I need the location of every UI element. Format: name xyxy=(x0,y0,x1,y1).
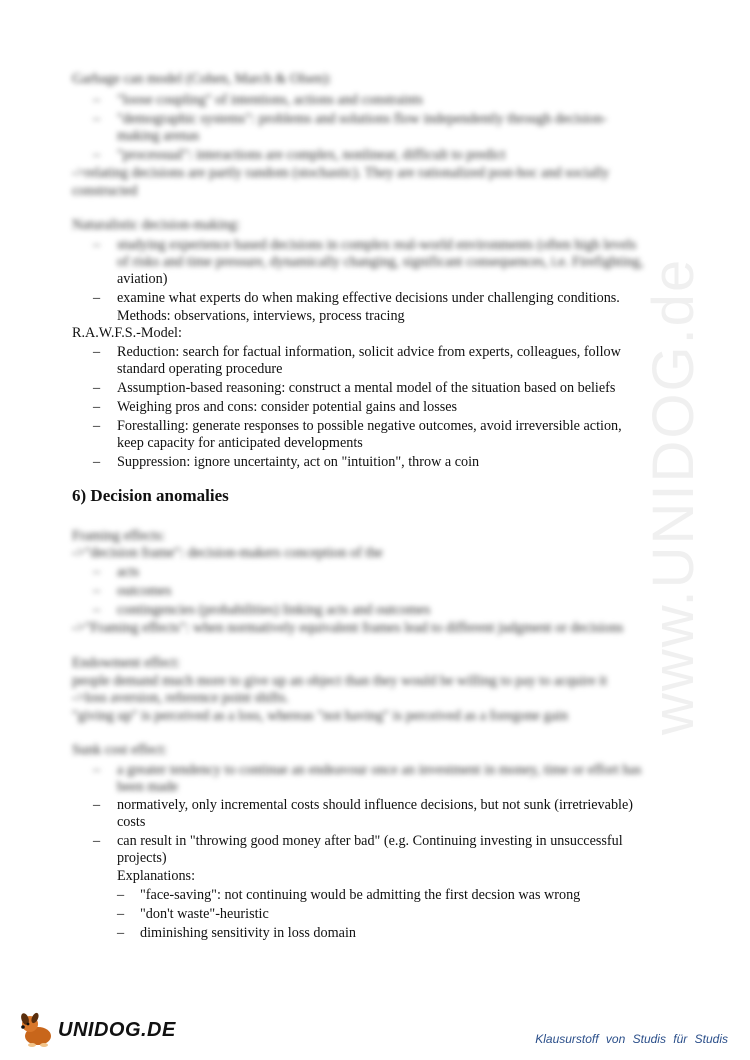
list-item: normatively, only incremental costs should influence decisions, but not sunk (irretrievable) xyxy=(117,797,634,813)
endowment-line: ->loss aversion, reference point shifts. xyxy=(72,690,289,706)
list-item: "demographic systems": problems and solutions flow independently through decision- xyxy=(117,111,607,127)
list-item: Reduction: search for factual information, solicit advice from experts, colleagues, follow xyxy=(117,344,621,360)
sub-list-item: "face-saving": not continuing would be admitting the first decsion was wrong xyxy=(140,887,581,903)
dash: – xyxy=(93,290,101,306)
endowment-title: Endowment effect: xyxy=(72,655,181,671)
list-item-continuation: keep capacity for anticipated developments xyxy=(117,435,363,451)
list-item: "loose coupling" of intentions, actions and constraints xyxy=(117,92,423,108)
naturalistic-title: Naturalistic decision-making: xyxy=(72,217,241,233)
logo-text: UNIDOG.DE xyxy=(58,1018,176,1041)
list-item-continuation: costs xyxy=(117,814,146,830)
dash: – xyxy=(93,583,101,599)
framing-line: ->"decision frame": decision-makers conception of the xyxy=(72,545,383,561)
garbage-can-title: Garbage can model (Cohen, March & Olsen): xyxy=(72,71,332,87)
dash: – xyxy=(93,833,101,849)
list-item-continuation: been made xyxy=(117,779,179,795)
conclusion-line: constructed xyxy=(72,183,138,199)
list-item: Forestalling: generate responses to possible negative outcomes, avoid irreversible action, xyxy=(117,418,622,434)
dash: – xyxy=(93,418,101,434)
dash: – xyxy=(93,399,101,415)
section-heading: 6) Decision anomalies xyxy=(72,486,229,505)
explanations-label: Explanations: xyxy=(117,868,196,884)
list-item: studying experience based decisions in complex real-world environments (often high levels xyxy=(117,237,637,253)
dash: – xyxy=(93,92,101,108)
sunk-cost-title: Sunk cost effect: xyxy=(72,742,168,758)
list-item-continuation: making arenas xyxy=(117,128,200,144)
dash: – xyxy=(93,344,101,360)
list-item: Assumption-based reasoning: construct a mental model of the situation based on beliefs xyxy=(117,380,616,396)
dash: – xyxy=(93,111,101,127)
list-item: can result in "throwing good money after bad" (e.g. Continuing investing in unsuccessful xyxy=(117,833,623,849)
dash: – xyxy=(117,925,125,941)
list-item: acts xyxy=(117,564,140,580)
list-item-continuation: Methods: observations, interviews, process tracing xyxy=(117,308,405,324)
list-item-continuation: of risks and time pressure, dynamically changing, significant consequences, i.e. Firefighting, xyxy=(117,254,644,270)
framing-title: Framing effects: xyxy=(72,528,166,544)
rawfs-title: R.A.W.F.S.-Model: xyxy=(72,325,182,341)
dash: – xyxy=(117,906,125,922)
dash: – xyxy=(93,762,101,778)
dash: – xyxy=(93,797,101,813)
list-item-continuation: standard operating procedure xyxy=(117,361,283,377)
dash: – xyxy=(93,237,101,253)
list-item: examine what experts do when making effective decisions under challenging conditions. xyxy=(117,290,620,306)
dash: – xyxy=(93,602,101,618)
dog-icon xyxy=(18,1012,56,1048)
list-item: Suppression: ignore uncertainty, act on "intuition", throw a coin xyxy=(117,454,480,470)
endowment-line: "giving up" is perceived as a loss, whereas "not having" is perceived as a foregone gain xyxy=(72,708,568,724)
list-item: Weighing pros and cons: consider potential gains and losses xyxy=(117,399,458,415)
watermark: www.UNIDOG.de xyxy=(641,257,706,735)
sub-list-item: diminishing sensitivity in loss domain xyxy=(140,925,356,941)
list-item-continuation: projects) xyxy=(117,850,167,866)
list-item: "processual": interactions are complex, nonlinear, difficult to predict xyxy=(117,147,506,163)
dash: – xyxy=(93,147,101,163)
framing-line: ->"Framing effects": when normatively equivalent frames lead to different judgment or decisions xyxy=(72,620,624,636)
dash: – xyxy=(93,380,101,396)
footer-slogan: Klausurstoff von Studis für Studis xyxy=(535,1032,728,1046)
conclusion-line: ->relating decisions are partly random (stochastic). They are rationalized post-hoc and socially xyxy=(72,165,610,181)
list-item-continuation: aviation) xyxy=(117,271,168,287)
sub-list-item: "don't waste"-heuristic xyxy=(140,906,269,922)
endowment-line: people demand much more to give up an object than they would be willing to pay to acquire it xyxy=(72,673,608,689)
dash: – xyxy=(93,454,101,470)
dash: – xyxy=(117,887,125,903)
list-item: outcomes xyxy=(117,583,172,599)
list-item: a greater tendency to continue an endeavour once an investment in money, time or effort has xyxy=(117,762,642,778)
unidog-logo[interactable] xyxy=(18,1012,176,1048)
dash: – xyxy=(93,564,101,580)
list-item: contingencies (probabilities) linking acts and outcomes xyxy=(117,602,431,618)
